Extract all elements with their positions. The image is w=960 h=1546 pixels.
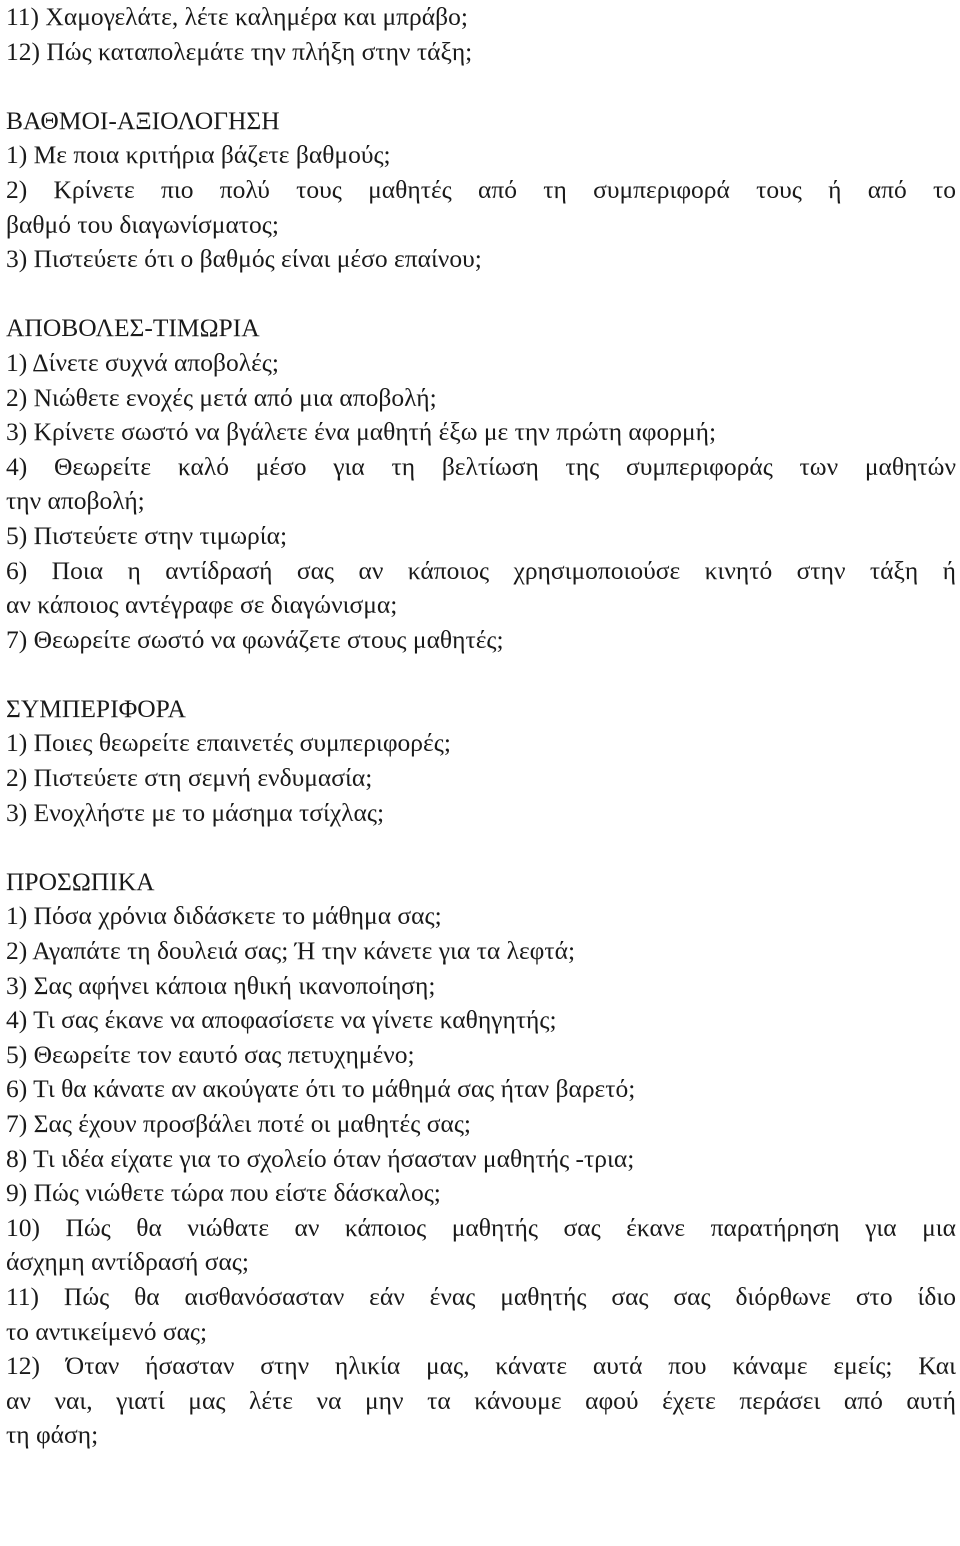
question-line: άσχημη αντίδρασή σας; [6, 1247, 249, 1277]
question-line: 12) Όταν ήσασταν στην ηλικία μας, κάνατε αυτά που κάναμε εμείς; Και [6, 1351, 956, 1381]
question-line: βαθμό του διαγωνίσματος; [6, 209, 279, 239]
question-line: 5) Πιστεύετε στην τιμωρία; [6, 520, 288, 550]
spacer [6, 277, 956, 312]
question-line: 5) Θεωρείτε τον εαυτό σας πετυχημένο; [6, 1039, 415, 1069]
question-line: 12) Πώς καταπολεμάτε την πλήξη στην τάξη; [6, 36, 473, 66]
question-line: 2) Πιστεύετε στη σεμνή ενδυμασία; [6, 763, 373, 793]
question-line: 4) Θεωρείτε καλό μέσο για τη βελτίωση της συμπεριφοράς των μαθητών [6, 451, 956, 481]
section-title-grades: ΒΑΘΜΟΙ-ΑΞΙΟΛΟΓΗΣΗ [6, 105, 280, 135]
question-line: 1) Πόσα χρόνια διδάσκετε το μάθημα σας; [6, 901, 442, 931]
question-line: 3) Πιστεύετε ότι ο βαθμός είναι μέσο επαίνου; [6, 244, 482, 274]
question-line: 3) Σας αφήνει κάποια ηθική ικανοποίηση; [6, 970, 436, 1000]
spacer [6, 69, 956, 104]
question-line: 2) Νιώθετε ενοχές μετά από μια αποβολή; [6, 382, 437, 412]
spacer [6, 657, 956, 692]
question-line: 11) Πώς θα αισθανόσασταν εάν ένας μαθητής σας σας διόρθωνε στο ίδιο [6, 1281, 956, 1311]
question-line: 1) Ποιες θεωρείτε επαινετές συμπεριφορές; [6, 728, 451, 758]
question-line: 11) Χαμογελάτε, λέτε καλημέρα και μπράβο; [6, 2, 468, 31]
question-line: αν κάποιος αντέγραφε σε διαγώνισμα; [6, 590, 398, 620]
question-line: 2) Αγαπάτε τη δουλειά σας; Ή την κάνετε για τα λεφτά; [6, 936, 576, 966]
question-line: 8) Τι ιδέα είχατε για το σχολείο όταν ήσασταν μαθητής -τρια; [6, 1143, 635, 1173]
question-line: 4) Τι σας έκανε να αποφασίσετε να γίνετε καθηγητής; [6, 1005, 557, 1035]
question-line: αν ναι, γιατί μας λέτε να μην τα κάνουμε αφού έχετε περάσει από αυτή [6, 1385, 956, 1415]
question-line: 7) Σας έχουν προσβάλει ποτέ οι μαθητές σας; [6, 1109, 472, 1138]
section-title-personal: ΠΡΟΣΩΠΙΚΑ [6, 866, 155, 896]
question-line: 3) Ενοχλήστε με το μάσημα τσίχλας; [6, 797, 385, 827]
question-line: 1) Δίνετε συχνά αποβολές; [6, 347, 279, 377]
question-line: τη φάση; [6, 1420, 99, 1450]
question-line: 3) Κρίνετε σωστό να βγάλετε ένα μαθητή έξω με την πρώτη αφορμή; [6, 417, 717, 447]
question-line: 6) Ποια η αντίδρασή σας αν κάποιος χρησιμοποιούσε κινητό στην τάξη ή [6, 555, 956, 585]
section-title-punishment: ΑΠΟΒΟΛΕΣ-ΤΙΜΩΡΙΑ [6, 313, 260, 343]
question-line: το αντικείμενό σας; [6, 1316, 208, 1346]
question-line: 6) Τι θα κάνατε αν ακούγατε ότι το μάθημά σας ήταν βαρετό; [6, 1074, 636, 1104]
question-line: 9) Πώς νιώθετε τώρα που είστε δάσκαλος; [6, 1178, 441, 1208]
question-line: 2) Κρίνετε πιο πολύ τους μαθητές από τη συμπεριφορά τους ή από το [6, 174, 956, 204]
question-line: 10) Πώς θα νιώθατε αν κάποιος μαθητής σας έκανε παρατήρηση για μια [6, 1212, 956, 1242]
question-line: την αποβολή; [6, 486, 145, 516]
question-line: 7) Θεωρείτε σωστό να φωνάζετε στους μαθητές; [6, 624, 504, 654]
question-line: 1) Με ποια κριτήρια βάζετε βαθμούς; [6, 140, 391, 170]
document-page [6, 0, 956, 1453]
section-title-behavior: ΣΥΜΠΕΡΙΦΟΡΑ [6, 693, 186, 723]
spacer [6, 830, 956, 865]
